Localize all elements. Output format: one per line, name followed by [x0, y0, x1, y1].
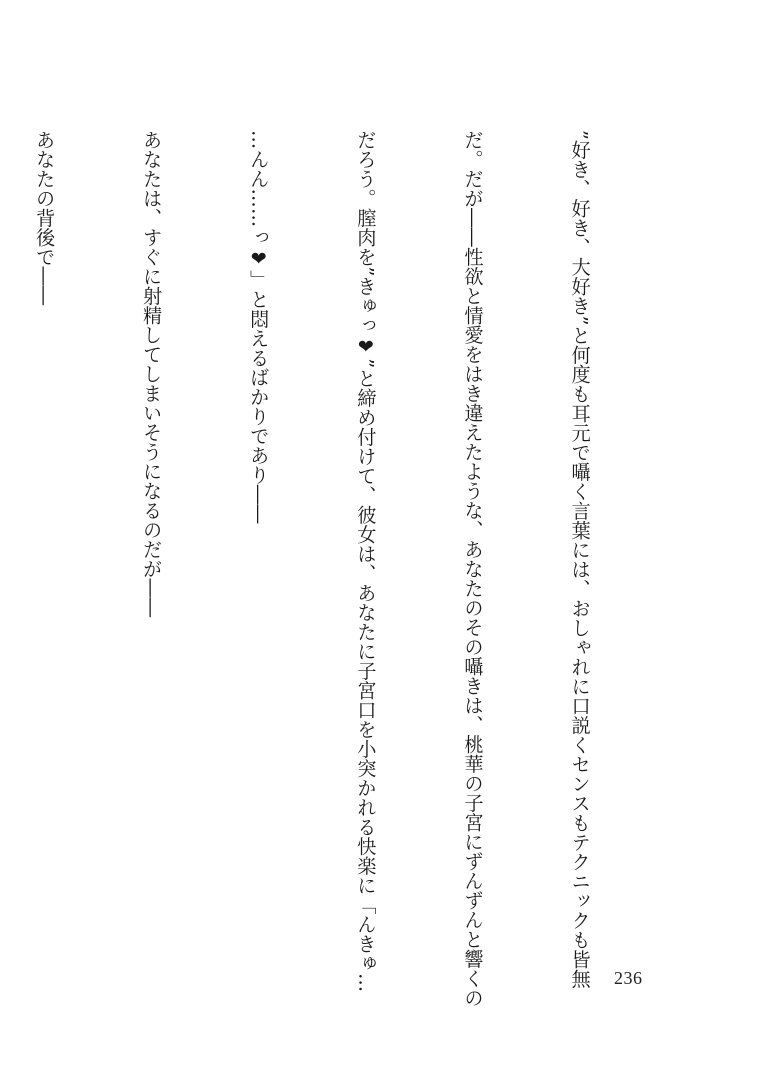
text-line: ”好き、好き、大好き”と何度も耳元で囁く言葉には、おしゃれに口説くセンスもテクニックも皆無 [568, 130, 592, 989]
text-line: だ。だが――性欲と情愛をはき違えたような、あなたのその囁きは、桃華の子宮にずんずんと響くの [461, 130, 485, 1008]
text-line: あなたは、すぐに射精してしまいそうになるのだが―― [140, 130, 164, 618]
page-number: 236 [614, 968, 643, 988]
text-line: だろう。膣肉を”きゅっ❤”と締め付けて、彼女は、あなたに子宮口を小突かれる快楽に「んきゅ… [354, 130, 378, 993]
vertical-text-body [33, 130, 669, 1008]
text-line: あなたの背後で―― [33, 130, 57, 306]
text-line: …んん……っ❤」と悶えるばかりであり―― [247, 130, 271, 524]
